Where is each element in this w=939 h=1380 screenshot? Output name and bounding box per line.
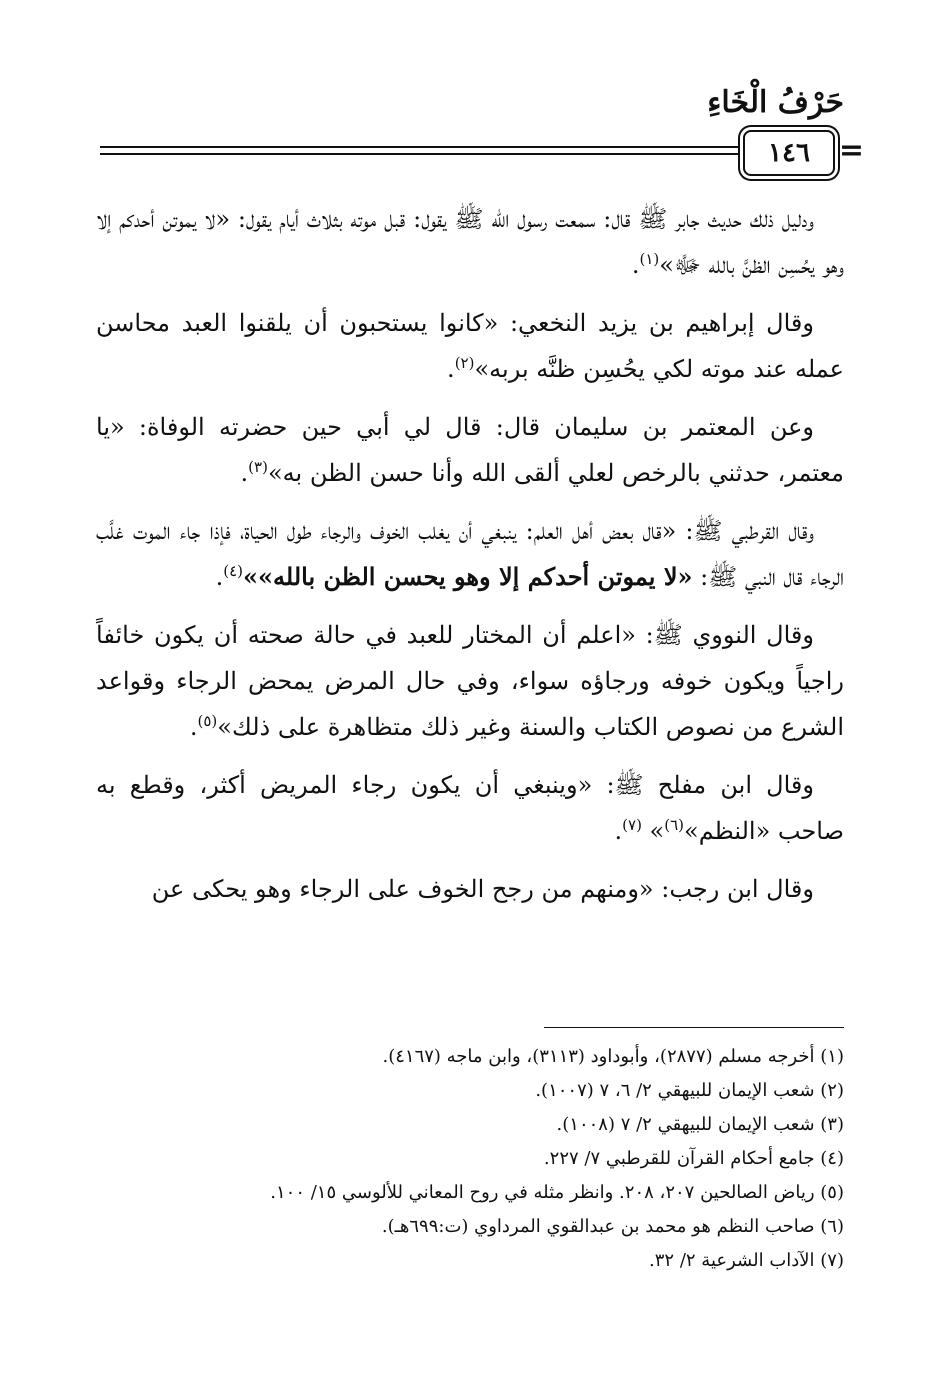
paragraph (96, 866, 844, 912)
paragraph-text: وقال ابن مفلح ﷺ: «وينبغي أن يكون رجاء المريض أكثر، وقطع به صاحب «النظم» (96, 771, 844, 845)
footnote-ref[interactable]: (٤) (223, 562, 244, 580)
footnote: (٣) شعب الإيمان للبيهقي ٢/ ٧ (١٠٠٨). (556, 1114, 844, 1135)
footnote: (٧) الآداب الشرعية ٢/ ٣٢. (649, 1250, 844, 1271)
paragraph-end: . (215, 563, 224, 591)
hadith-quote-bold: «لا يموتن أحدكم إلا وهو يحسن الظن بالله»» (243, 562, 693, 591)
footnote-ref[interactable]: (٣) (248, 458, 268, 476)
paragraph-end: . (614, 817, 623, 845)
paragraph-text: ودليل ذلك حديث جابر ﷺ قال: سمعت رسول الله ﷺ يقول: قبل موته بثلاث أيام يقول: «لا يموتن أحدكم إلا وهو يحُسِن الظنَّ بالله ﷻ» (96, 205, 844, 279)
paragraph-tail: » (641, 817, 665, 845)
paragraph (96, 762, 844, 854)
paragraph (96, 508, 844, 600)
paragraph-text: وقال النووي ﷺ: «اعلم أن المختار للعبد في حالة صحته أن يكون خائفاً راجياً ويكون خوفه ورجاؤه سواء، وفي حال المرض يمحض الرجاء وقواعد الشرع من نصوص الكتاب والسنة وغير ذلك متظاهرة على ذلك» (96, 621, 844, 741)
footnotes (84, 1040, 844, 1278)
footnote: (٢) شعب الإيمان للبيهقي ٢/ ٦، ٧ (١٠٠٧). (535, 1080, 844, 1101)
body-text (96, 196, 844, 924)
footnote-ref[interactable]: (٧) (622, 816, 642, 834)
paragraph (96, 196, 844, 288)
footnote-ref[interactable]: (١) (639, 250, 660, 268)
footnote-separator (544, 1027, 844, 1028)
paragraph-text: وقال القرطبي ﷺ: «قال بعض أهل العلم: ينبغي أن يغلب الخوف والرجاء طول الحياة، فإذا جاء الموت غلَّب الرجاء قال النبي ﷺ: (96, 517, 844, 591)
paragraph-text: وقال إبراهيم بن يزيد النخعي: «كانوا يستحبون أن يلقنوا العبد محاسن عمله عند موته لكي يحُسِن ظنَّه بربه» (96, 309, 844, 383)
paragraph-end: . (240, 459, 249, 487)
paragraph-end: . (189, 713, 198, 741)
footnote-ref[interactable]: (٥) (197, 712, 218, 730)
footnote: (٤) جامع أحكام القرآن للقرطبي ٧/ ٢٢٧. (543, 1148, 844, 1169)
paragraph (96, 612, 844, 750)
paragraph-end: . (447, 355, 455, 383)
footnote: (٦) صاحب النظم هو محمد بن عبدالقوي المرداوي (ت:٦٩٩هـ). (381, 1216, 844, 1237)
footnote-ref[interactable]: (٢) (454, 354, 475, 372)
header-rule-top (100, 146, 738, 148)
footnote-ref[interactable]: (٦) (664, 816, 685, 834)
paragraph (96, 404, 844, 496)
chapter-title: حَرْفُ الْخَاءِ (707, 85, 844, 120)
header-side-mark: = (838, 133, 864, 168)
footnote: (٥) رياض الصالحين ٢٠٧، ٢٠٨. وانظر مثله في روح المعاني للألوسي ١٥/ ١٠٠. (270, 1182, 844, 1203)
paragraph-text: وقال ابن رجب: «ومنهم من رجح الخوف على الرجاء وهو يحكى عن (151, 875, 814, 903)
paragraph-text: وعن المعتمر بن سليمان قال: قال لي أبي حين حضرته الوفاة: «يا معتمر، حدثني بالرخص لعلي ألقى الله وأنا حسن الظن به» (96, 413, 844, 487)
footnote: (١) أخرجه مسلم (٢٨٧٧)، وأبوداود (٣١١٣)، وابن ماجه (٤١٦٧). (382, 1046, 844, 1067)
paragraph-end: . (631, 251, 640, 279)
paragraph (96, 300, 844, 392)
page-number: ١٤٦ (743, 130, 835, 176)
header-rule-bottom (100, 153, 738, 155)
